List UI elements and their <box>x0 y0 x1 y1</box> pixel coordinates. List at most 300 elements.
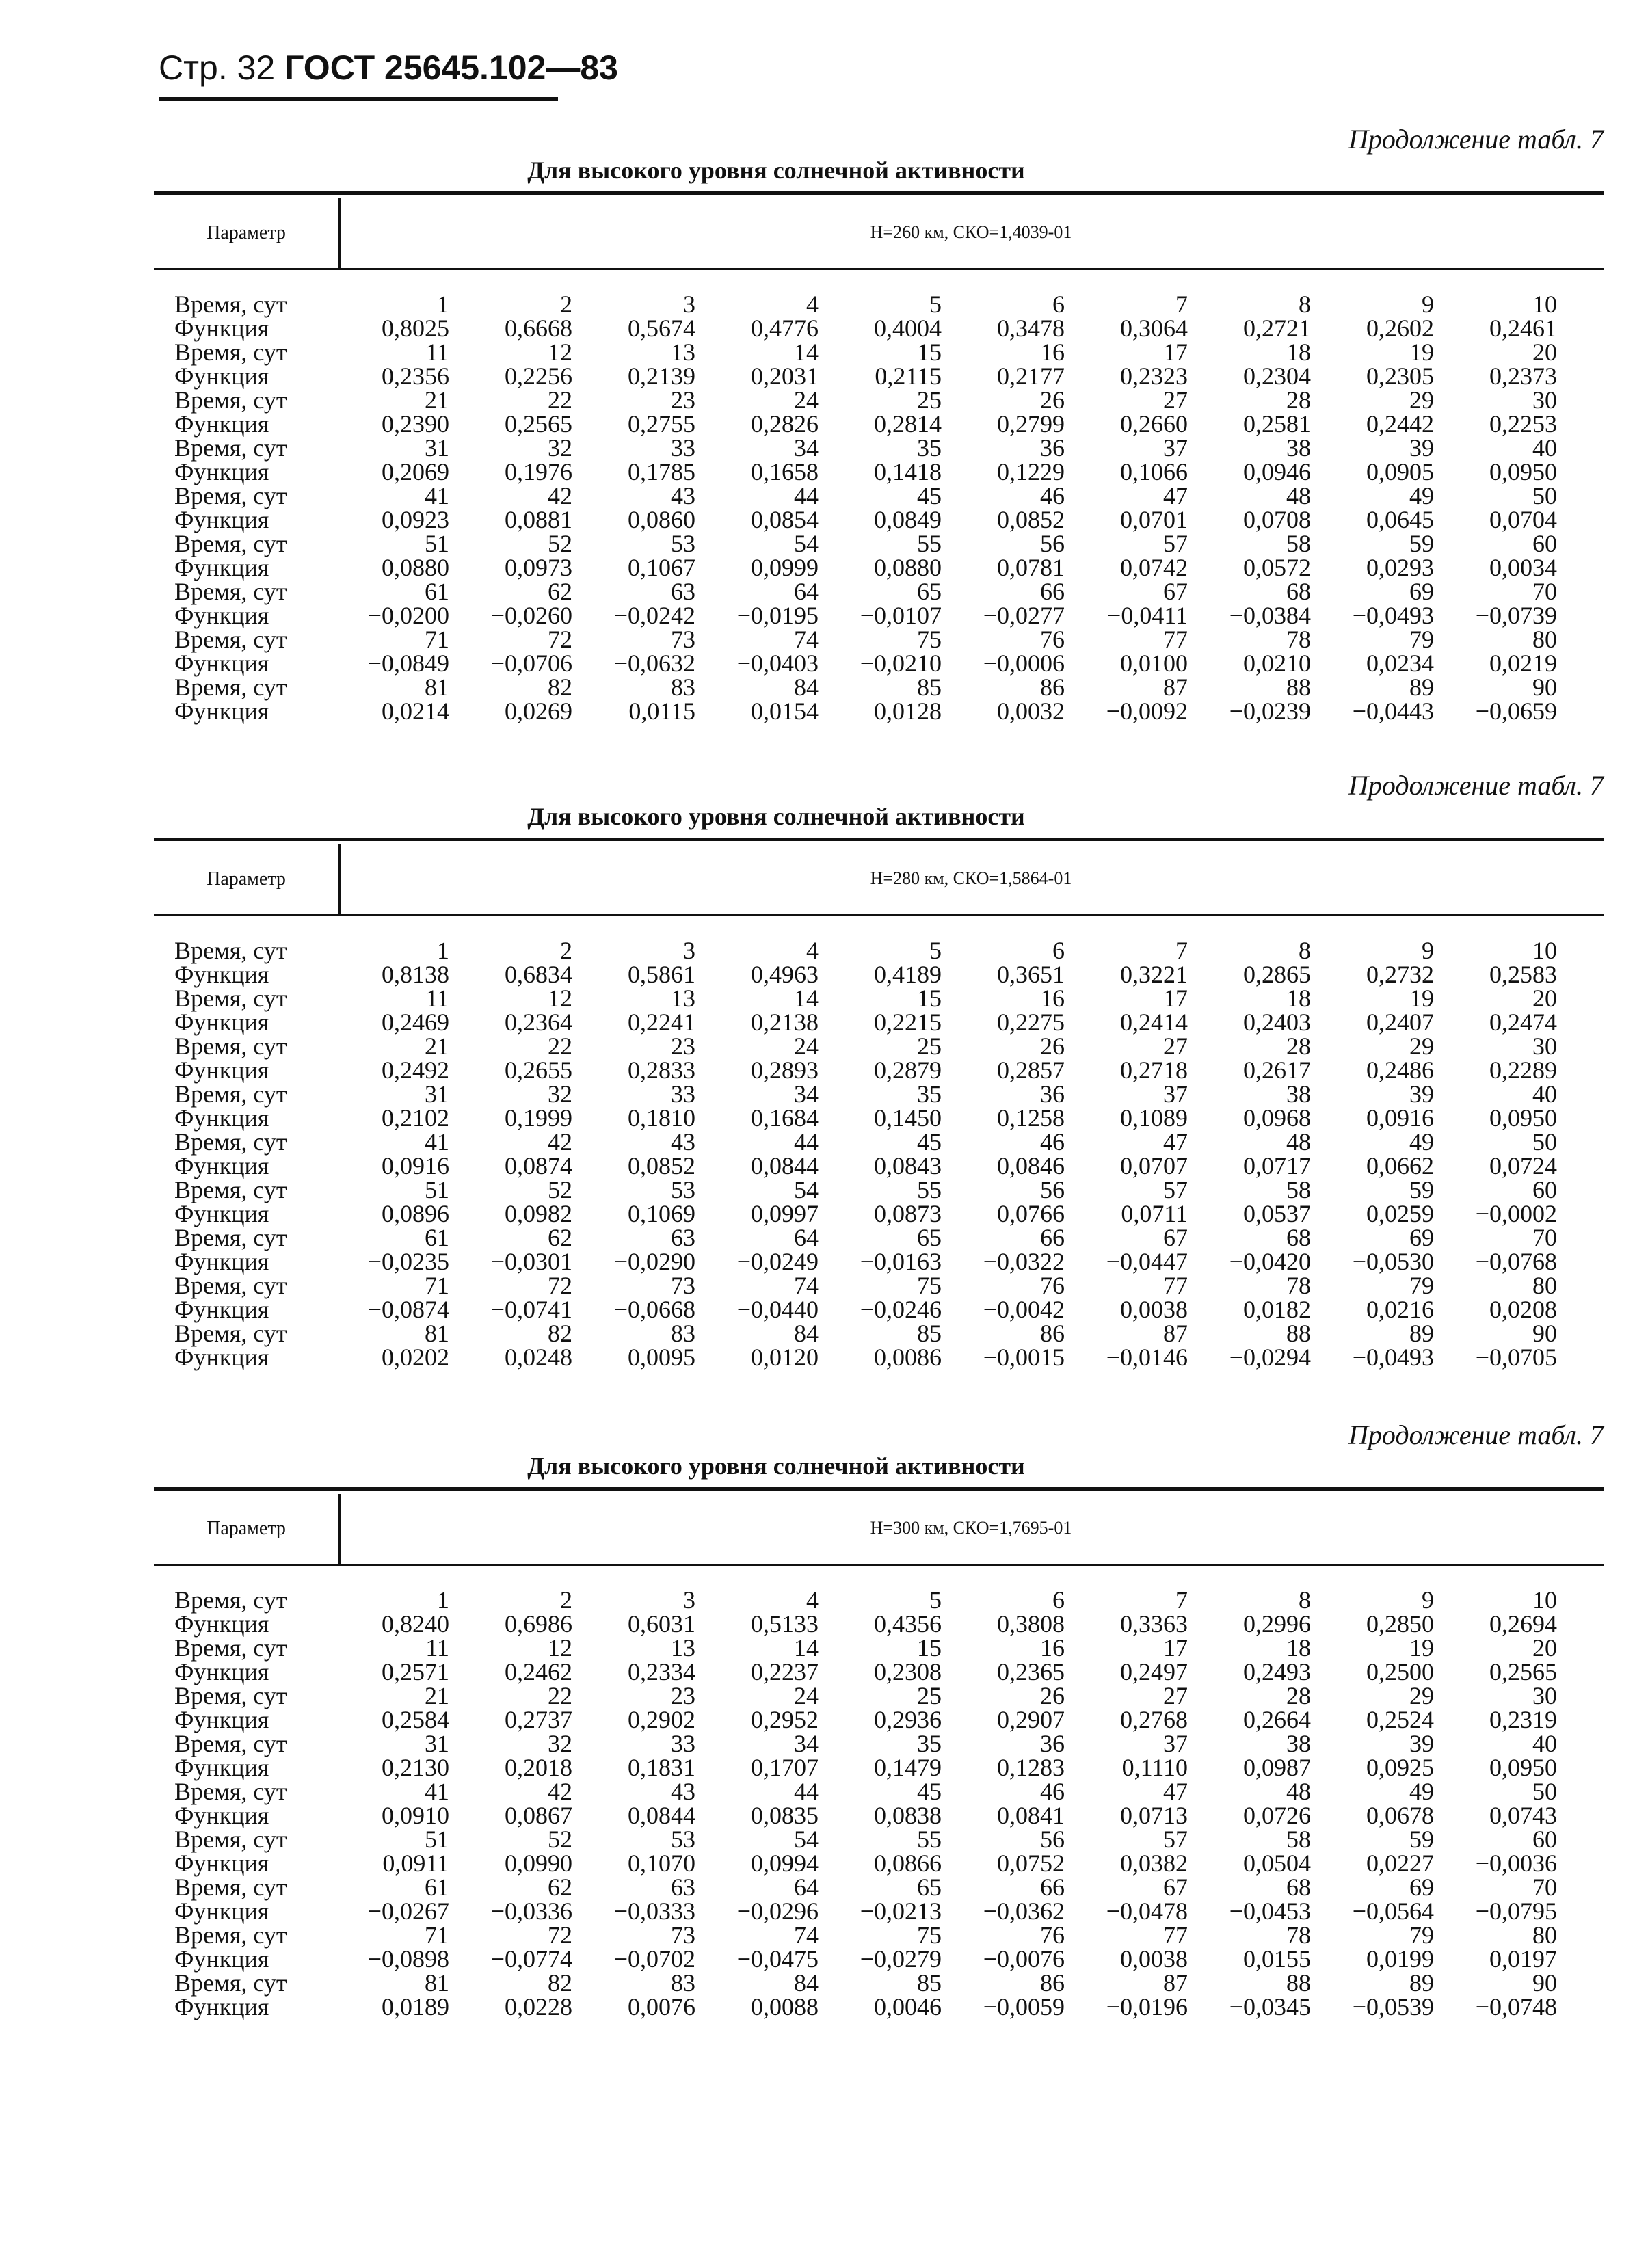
time-cell: 61 <box>425 578 449 605</box>
time-cell: 85 <box>917 1969 942 1997</box>
time-cell: 32 <box>548 434 572 462</box>
time-cell: 8 <box>1299 937 1311 964</box>
function-cell: 0,1110 <box>1121 1754 1188 1781</box>
function-cell: 0,2617 <box>1243 1056 1311 1084</box>
time-cell: 49 <box>1409 1778 1434 1805</box>
function-cell: 0,1418 <box>874 458 942 485</box>
function-cell: −0,0092 <box>1106 697 1188 725</box>
function-cell: 0,0711 <box>1121 1200 1188 1227</box>
document-code: ГОСТ 25645.102—83 <box>284 49 618 87</box>
time-cell: 53 <box>671 1826 695 1853</box>
function-cell: −0,0530 <box>1352 1248 1434 1275</box>
time-cell: 56 <box>1040 1826 1065 1853</box>
function-cell: −0,0200 <box>367 602 449 629</box>
time-cell: 35 <box>917 434 942 462</box>
row-label-time: Время, сут <box>174 985 287 1012</box>
function-cell: 0,0849 <box>874 506 942 533</box>
time-cell: 63 <box>671 1873 695 1901</box>
row-label-time: Время, сут <box>174 1826 287 1853</box>
time-cell: 12 <box>548 1634 572 1662</box>
time-cell: 72 <box>548 626 572 653</box>
table-top-rule <box>154 838 1604 841</box>
time-cell: 77 <box>1163 626 1188 653</box>
time-cell: 28 <box>1286 386 1311 414</box>
function-cell: 0,2289 <box>1489 1056 1557 1084</box>
function-cell: 0,2732 <box>1366 961 1434 988</box>
time-cell: 25 <box>917 1032 942 1060</box>
function-cell: 0,0046 <box>874 1993 942 2020</box>
function-cell: 0,0086 <box>874 1344 942 1371</box>
time-cell: 11 <box>425 985 449 1012</box>
time-cell: 65 <box>917 1873 942 1901</box>
time-cell: 76 <box>1040 626 1065 653</box>
function-cell: −0,0296 <box>736 1897 819 1925</box>
row-label-time: Время, сут <box>174 1634 287 1662</box>
time-cell: 59 <box>1409 1176 1434 1203</box>
time-cell: 88 <box>1286 1320 1311 1347</box>
function-cell: 0,6834 <box>505 961 572 988</box>
function-cell: −0,0210 <box>860 650 942 677</box>
time-cell: 57 <box>1163 530 1188 557</box>
function-cell: 0,2879 <box>874 1056 942 1084</box>
function-cell: 0,0537 <box>1243 1200 1311 1227</box>
time-cell: 84 <box>794 1320 819 1347</box>
altitude-label: H=260 км, СКО=1,4039-01 <box>870 222 1072 242</box>
function-cell: 0,0128 <box>874 697 942 725</box>
function-cell: 0,2237 <box>751 1658 819 1685</box>
function-cell: 0,0228 <box>505 1993 572 2020</box>
time-cell: 90 <box>1532 1969 1557 1997</box>
time-cell: 68 <box>1286 1224 1311 1251</box>
function-cell: 0,2826 <box>751 410 819 438</box>
function-cell: 0,0645 <box>1366 506 1434 533</box>
time-cell: 82 <box>548 673 572 701</box>
time-cell: 9 <box>1422 291 1434 318</box>
row-label-function: Функция <box>174 1945 269 1973</box>
function-cell: 0,1479 <box>874 1754 942 1781</box>
time-cell: 56 <box>1040 1176 1065 1203</box>
row-label-function: Функция <box>174 554 269 581</box>
function-cell: 0,3651 <box>997 961 1065 988</box>
function-cell: 0,2323 <box>1120 362 1188 390</box>
time-cell: 15 <box>917 1634 942 1662</box>
time-cell: 11 <box>425 338 449 366</box>
time-cell: 86 <box>1040 673 1065 701</box>
row-label-time: Время, сут <box>174 1272 287 1299</box>
time-cell: 46 <box>1040 482 1065 509</box>
function-cell: 0,0752 <box>997 1850 1065 1877</box>
row-label-function: Функция <box>174 1802 269 1829</box>
time-cell: 40 <box>1532 1730 1557 1757</box>
time-cell: 83 <box>671 673 695 701</box>
time-cell: 48 <box>1286 1778 1311 1805</box>
row-label-function: Функция <box>174 1706 269 1733</box>
time-cell: 16 <box>1040 985 1065 1012</box>
time-cell: 80 <box>1532 1921 1557 1949</box>
row-label-function: Функция <box>174 602 269 629</box>
function-cell: 0,6668 <box>505 315 572 342</box>
function-cell: 0,2462 <box>505 1658 572 1685</box>
function-cell: 0,0973 <box>505 554 572 581</box>
time-cell: 45 <box>917 482 942 509</box>
function-cell: −0,0739 <box>1475 602 1557 629</box>
time-cell: 40 <box>1532 1080 1557 1108</box>
function-cell: 0,1069 <box>628 1200 695 1227</box>
time-cell: 81 <box>425 1320 449 1347</box>
time-cell: 27 <box>1163 1032 1188 1060</box>
function-cell: 0,2031 <box>751 362 819 390</box>
function-cell: 0,0873 <box>874 1200 942 1227</box>
function-cell: 0,0923 <box>382 506 449 533</box>
row-label-time: Время, сут <box>174 673 287 701</box>
function-cell: 0,0269 <box>505 697 572 725</box>
time-cell: 21 <box>425 1682 449 1709</box>
time-cell: 39 <box>1409 1080 1434 1108</box>
time-cell: 17 <box>1163 985 1188 1012</box>
time-cell: 54 <box>794 530 819 557</box>
table-title: Для высокого уровня солнечной активности <box>527 1452 1025 1480</box>
time-cell: 27 <box>1163 1682 1188 1709</box>
table-title: Для высокого уровня солнечной активности <box>527 803 1025 830</box>
function-cell: 0,6031 <box>628 1610 695 1638</box>
function-cell: 0,1258 <box>997 1104 1065 1132</box>
function-cell: −0,0279 <box>860 1945 942 1973</box>
time-cell: 76 <box>1040 1272 1065 1299</box>
time-cell: 24 <box>794 1032 819 1060</box>
function-cell: 0,2304 <box>1243 362 1311 390</box>
function-cell: 0,1810 <box>628 1104 695 1132</box>
time-cell: 84 <box>794 673 819 701</box>
row-label-time: Время, сут <box>174 1586 287 1614</box>
function-cell: 0,2177 <box>997 362 1065 390</box>
time-cell: 89 <box>1409 1969 1434 1997</box>
function-cell: 0,0678 <box>1366 1802 1434 1829</box>
time-cell: 40 <box>1532 434 1557 462</box>
function-cell: 0,1283 <box>997 1754 1065 1781</box>
time-cell: 70 <box>1532 1224 1557 1251</box>
function-cell: −0,0196 <box>1106 1993 1188 2020</box>
function-cell: 0,0189 <box>382 1993 449 2020</box>
time-cell: 78 <box>1286 1921 1311 1949</box>
function-cell: 0,2902 <box>628 1706 695 1733</box>
header-bottom-rule <box>154 1564 1604 1566</box>
function-cell: 0,0743 <box>1489 1802 1557 1829</box>
time-cell: 9 <box>1422 937 1434 964</box>
time-cell: 28 <box>1286 1032 1311 1060</box>
function-cell: 0,0911 <box>382 1850 449 1877</box>
function-cell: 0,2524 <box>1366 1706 1434 1733</box>
time-cell: 82 <box>548 1320 572 1347</box>
function-cell: 0,2655 <box>505 1056 572 1084</box>
function-cell: 0,0844 <box>751 1152 819 1179</box>
function-cell: −0,0015 <box>983 1344 1065 1371</box>
table-title: Для высокого уровня солнечной активности <box>527 157 1025 184</box>
function-cell: 0,2364 <box>505 1009 572 1036</box>
time-cell: 15 <box>917 338 942 366</box>
function-cell: −0,0748 <box>1475 1993 1557 2020</box>
param-header: Параметр <box>207 1518 286 1539</box>
function-cell: −0,0362 <box>983 1897 1065 1925</box>
time-cell: 48 <box>1286 482 1311 509</box>
time-cell: 81 <box>425 1969 449 1997</box>
function-cell: 0,2414 <box>1120 1009 1188 1036</box>
time-cell: 56 <box>1040 530 1065 557</box>
time-cell: 88 <box>1286 673 1311 701</box>
time-cell: 5 <box>929 1586 942 1614</box>
time-cell: 36 <box>1040 1080 1065 1108</box>
time-cell: 17 <box>1163 338 1188 366</box>
time-cell: 86 <box>1040 1969 1065 1997</box>
time-cell: 85 <box>917 1320 942 1347</box>
function-cell: 0,0259 <box>1366 1200 1434 1227</box>
function-cell: 0,8138 <box>382 961 449 988</box>
time-cell: 3 <box>683 937 695 964</box>
time-cell: 79 <box>1409 1272 1434 1299</box>
time-cell: 25 <box>917 386 942 414</box>
continuation-label: Продолжение табл. 7 <box>1348 124 1604 155</box>
function-cell: 0,4004 <box>874 315 942 342</box>
row-label-function: Функция <box>174 1056 269 1084</box>
time-cell: 73 <box>671 1921 695 1949</box>
function-cell: 0,1089 <box>1120 1104 1188 1132</box>
function-cell: 0,2493 <box>1243 1658 1311 1685</box>
time-cell: 65 <box>917 1224 942 1251</box>
function-cell: 0,1684 <box>751 1104 819 1132</box>
time-cell: 3 <box>683 1586 695 1614</box>
continuation-label: Продолжение табл. 7 <box>1348 1419 1604 1450</box>
function-cell: −0,0301 <box>490 1248 572 1275</box>
function-cell: −0,0002 <box>1475 1200 1557 1227</box>
time-cell: 32 <box>548 1730 572 1757</box>
time-cell: 72 <box>548 1272 572 1299</box>
function-cell: 0,2584 <box>382 1706 449 1733</box>
time-cell: 50 <box>1532 1778 1557 1805</box>
function-cell: 0,0867 <box>505 1802 572 1829</box>
function-cell: 0,0916 <box>1366 1104 1434 1132</box>
function-cell: 0,1066 <box>1120 458 1188 485</box>
time-cell: 35 <box>917 1730 942 1757</box>
function-cell: 0,0115 <box>628 697 695 725</box>
time-cell: 34 <box>794 1080 819 1108</box>
function-cell: 0,0214 <box>382 697 449 725</box>
time-cell: 64 <box>794 578 819 605</box>
time-cell: 66 <box>1040 1224 1065 1251</box>
function-cell: −0,0795 <box>1475 1897 1557 1925</box>
function-cell: 0,0838 <box>874 1802 942 1829</box>
function-cell: 0,1999 <box>505 1104 572 1132</box>
function-cell: 0,0227 <box>1366 1850 1434 1877</box>
function-cell: 0,2500 <box>1366 1658 1434 1685</box>
row-label-time: Время, сут <box>174 1032 287 1060</box>
function-cell: 0,0987 <box>1243 1754 1311 1781</box>
function-cell: −0,0242 <box>613 602 695 629</box>
function-cell: 0,0994 <box>751 1850 819 1877</box>
time-cell: 26 <box>1040 1032 1065 1060</box>
time-cell: 80 <box>1532 626 1557 653</box>
time-cell: 29 <box>1409 1032 1434 1060</box>
function-cell: 0,2474 <box>1489 1009 1557 1036</box>
function-cell: 0,0197 <box>1489 1945 1557 1973</box>
function-cell: −0,0260 <box>490 602 572 629</box>
time-cell: 73 <box>671 626 695 653</box>
time-cell: 11 <box>425 1634 449 1662</box>
time-cell: 34 <box>794 1730 819 1757</box>
function-cell: 0,2571 <box>382 1658 449 1685</box>
time-cell: 7 <box>1175 937 1188 964</box>
function-cell: 0,0662 <box>1366 1152 1434 1179</box>
function-cell: −0,0440 <box>736 1296 819 1323</box>
function-cell: 0,2907 <box>997 1706 1065 1733</box>
function-cell: 0,4189 <box>874 961 942 988</box>
function-cell: 0,0713 <box>1120 1802 1188 1829</box>
time-cell: 83 <box>671 1969 695 1997</box>
function-cell: 0,0726 <box>1243 1802 1311 1829</box>
function-cell: 0,2492 <box>382 1056 449 1084</box>
function-cell: −0,0475 <box>736 1945 819 1973</box>
time-cell: 49 <box>1409 1128 1434 1156</box>
function-cell: −0,0235 <box>367 1248 449 1275</box>
function-cell: −0,0403 <box>736 650 819 677</box>
function-cell: 0,0946 <box>1243 458 1311 485</box>
time-cell: 2 <box>560 937 572 964</box>
data-grid <box>154 939 1604 1370</box>
function-cell: 0,2893 <box>751 1056 819 1084</box>
function-cell: 0,2486 <box>1366 1056 1434 1084</box>
time-cell: 29 <box>1409 1682 1434 1709</box>
function-cell: −0,0564 <box>1352 1897 1434 1925</box>
time-cell: 51 <box>425 1826 449 1853</box>
time-cell: 14 <box>794 985 819 1012</box>
time-cell: 18 <box>1286 338 1311 366</box>
function-cell: 0,2442 <box>1366 410 1434 438</box>
function-cell: 0,1450 <box>874 1104 942 1132</box>
time-cell: 31 <box>425 1080 449 1108</box>
time-cell: 27 <box>1163 386 1188 414</box>
function-cell: 0,3064 <box>1120 315 1188 342</box>
row-label-time: Время, сут <box>174 530 287 557</box>
function-cell: 0,0866 <box>874 1850 942 1877</box>
time-cell: 74 <box>794 1272 819 1299</box>
function-cell: 0,0854 <box>751 506 819 533</box>
function-cell: 0,0038 <box>1120 1945 1188 1973</box>
time-cell: 4 <box>806 291 819 318</box>
function-cell: 0,0208 <box>1489 1296 1557 1323</box>
row-label-function: Функция <box>174 1610 269 1638</box>
time-cell: 44 <box>794 1128 819 1156</box>
time-cell: 31 <box>425 1730 449 1757</box>
function-cell: 0,1658 <box>751 458 819 485</box>
time-cell: 71 <box>425 626 449 653</box>
time-cell: 53 <box>671 1176 695 1203</box>
function-cell: 0,0968 <box>1243 1104 1311 1132</box>
row-label-function: Функция <box>174 1754 269 1781</box>
time-cell: 36 <box>1040 434 1065 462</box>
function-cell: −0,0163 <box>860 1248 942 1275</box>
time-cell: 45 <box>917 1778 942 1805</box>
function-cell: 0,0120 <box>751 1344 819 1371</box>
function-cell: 0,2721 <box>1243 315 1311 342</box>
function-cell: 0,2256 <box>505 362 572 390</box>
time-cell: 37 <box>1163 434 1188 462</box>
row-label-function: Функция <box>174 1009 269 1036</box>
time-cell: 5 <box>929 291 942 318</box>
row-label-time: Время, сут <box>174 291 287 318</box>
row-label-function: Функция <box>174 1200 269 1227</box>
function-cell: 0,2850 <box>1366 1610 1434 1638</box>
row-label-function: Функция <box>174 410 269 438</box>
param-header: Параметр <box>207 868 286 890</box>
function-cell: 0,2365 <box>997 1658 1065 1685</box>
time-cell: 73 <box>671 1272 695 1299</box>
row-label-time: Время, сут <box>174 1778 287 1805</box>
time-cell: 21 <box>425 386 449 414</box>
time-cell: 59 <box>1409 1826 1434 1853</box>
function-cell: 0,0950 <box>1489 458 1557 485</box>
time-cell: 37 <box>1163 1730 1188 1757</box>
time-cell: 9 <box>1422 1586 1434 1614</box>
time-cell: 20 <box>1532 1634 1557 1662</box>
function-cell: 0,2139 <box>628 362 695 390</box>
function-cell: −0,0632 <box>613 650 695 677</box>
time-cell: 8 <box>1299 291 1311 318</box>
function-cell: 0,2253 <box>1489 410 1557 438</box>
function-cell: 0,0950 <box>1489 1754 1557 1781</box>
time-cell: 33 <box>671 1730 695 1757</box>
function-cell: −0,0741 <box>490 1296 572 1323</box>
time-cell: 89 <box>1409 673 1434 701</box>
time-cell: 79 <box>1409 1921 1434 1949</box>
time-cell: 55 <box>917 1176 942 1203</box>
time-cell: 70 <box>1532 1873 1557 1901</box>
function-cell: 0,0038 <box>1120 1296 1188 1323</box>
function-cell: 0,2952 <box>751 1706 819 1733</box>
time-cell: 22 <box>548 1682 572 1709</box>
header-bottom-rule <box>154 268 1604 270</box>
time-cell: 13 <box>671 1634 695 1662</box>
function-cell: 0,2241 <box>628 1009 695 1036</box>
function-cell: 0,0095 <box>628 1344 695 1371</box>
time-cell: 58 <box>1286 530 1311 557</box>
function-cell: 0,3363 <box>1120 1610 1188 1638</box>
function-cell: 0,2308 <box>874 1658 942 1685</box>
function-cell: −0,0290 <box>613 1248 695 1275</box>
function-cell: 0,2664 <box>1243 1706 1311 1733</box>
row-label-time: Время, сут <box>174 578 287 605</box>
time-cell: 71 <box>425 1921 449 1949</box>
function-cell: 0,0990 <box>505 1850 572 1877</box>
data-grid <box>154 1588 1604 2019</box>
time-cell: 44 <box>794 1778 819 1805</box>
function-cell: 0,3478 <box>997 315 1065 342</box>
time-cell: 62 <box>548 1873 572 1901</box>
function-cell: 0,2102 <box>382 1104 449 1132</box>
time-cell: 68 <box>1286 1873 1311 1901</box>
time-cell: 1 <box>437 937 449 964</box>
function-cell: −0,0706 <box>490 650 572 677</box>
time-cell: 65 <box>917 578 942 605</box>
time-cell: 26 <box>1040 386 1065 414</box>
function-cell: 0,0034 <box>1489 554 1557 581</box>
function-cell: 0,0199 <box>1366 1945 1434 1973</box>
row-label-function: Функция <box>174 1248 269 1275</box>
row-label-function: Функция <box>174 650 269 677</box>
function-cell: 0,0860 <box>628 506 695 533</box>
time-cell: 87 <box>1163 673 1188 701</box>
function-cell: −0,0059 <box>983 1993 1065 2020</box>
function-cell: 0,0724 <box>1489 1152 1557 1179</box>
time-cell: 15 <box>917 985 942 1012</box>
row-label-function: Функция <box>174 961 269 988</box>
